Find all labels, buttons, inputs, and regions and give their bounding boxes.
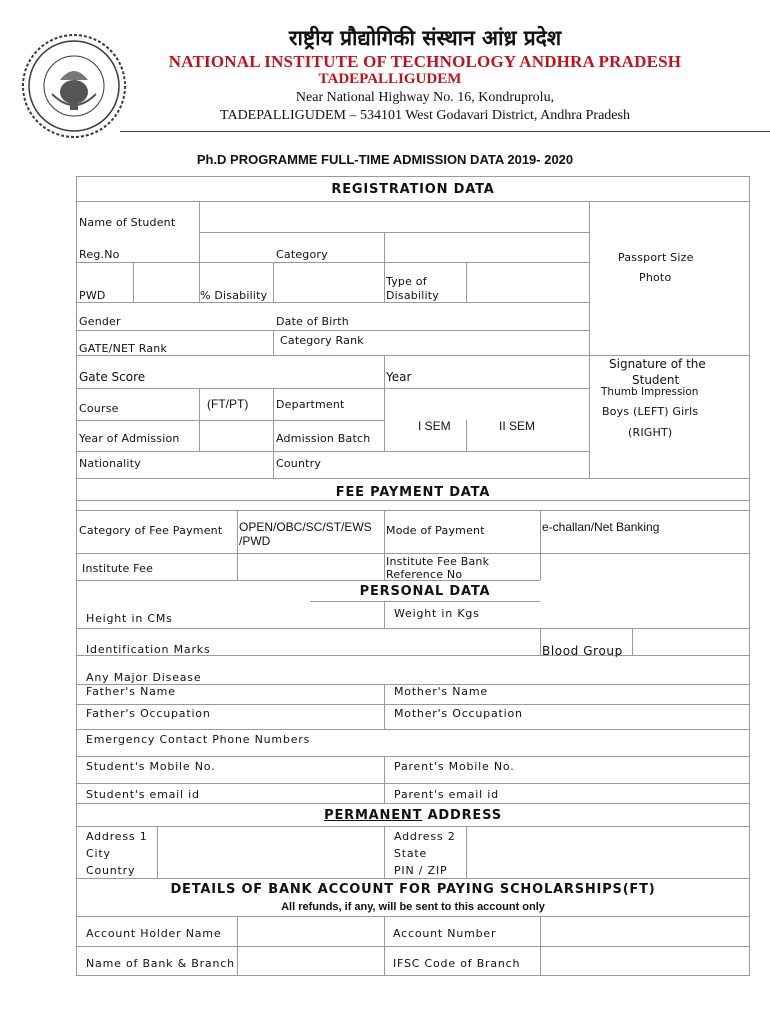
- label-i-sem: I SEM: [418, 419, 451, 433]
- label-account-number: Account Number: [393, 927, 497, 940]
- bank-note: All refunds, if any, will be sent to this account only: [281, 901, 545, 913]
- label-identification-marks: Identification Marks: [86, 643, 211, 656]
- label-pin-zip: PIN / ZIP: [394, 864, 448, 877]
- label-country: Country: [276, 457, 322, 470]
- label-student: Student: [632, 374, 680, 387]
- label-institute-fee: Institute Fee: [82, 562, 154, 575]
- label-reg-no: Reg.No: [79, 248, 120, 261]
- label-address2: Address 2: [394, 830, 456, 843]
- header-rule: [120, 131, 770, 132]
- address-line-2: TADEPALLIGUDEM – 534101 West Godavari District, Andhra Pradesh: [220, 108, 630, 123]
- label-year-of-admission: Year of Admission: [79, 432, 180, 445]
- label-nationality: Nationality: [79, 457, 141, 470]
- label-category: Category: [276, 248, 328, 261]
- label-pwd: PWD: [79, 289, 106, 302]
- label-city: City: [86, 847, 111, 860]
- label-ii-sem: II SEM: [499, 419, 536, 433]
- fee-heading: FEE PAYMENT DATA: [335, 485, 491, 500]
- address-line-1: Near National Highway No. 16, Kondruprolu,: [295, 90, 555, 105]
- label-pct-disability: % Disability: [200, 289, 268, 302]
- institute-seal: [20, 32, 128, 140]
- label-mode-of-payment: Mode of Payment: [386, 524, 485, 537]
- label-photo: Photo: [639, 271, 672, 284]
- address-heading: [76, 808, 750, 823]
- address-heading-rest: ADDRESS: [422, 808, 502, 823]
- registration-heading: REGISTRATION DATA: [331, 182, 495, 197]
- label-any-major-disease: Any Major Disease: [86, 671, 202, 684]
- label-height: Height in CMs: [86, 612, 173, 625]
- label-mothers-occupation: Mother's Occupation: [394, 707, 523, 720]
- label-signature: Signature of the: [609, 357, 706, 371]
- label-course: Course: [79, 402, 119, 415]
- label-account-holder: Account Holder Name: [86, 927, 222, 940]
- address-heading-underlined: PERMANENT: [324, 808, 423, 823]
- label-gender: Gender: [79, 315, 121, 328]
- label-address1: Address 1: [86, 830, 148, 843]
- label-mothers-name: Mother's Name: [394, 685, 488, 698]
- label-blood-group: Blood Group: [542, 645, 623, 657]
- personal-heading: PERSONAL DATA: [359, 584, 491, 599]
- label-bank-ref-line1: Institute Fee Bank: [386, 555, 490, 568]
- label-name-of-student: Name of Student: [79, 216, 176, 229]
- label-year: Year: [386, 370, 412, 384]
- label-parents-mobile: Parent's Mobile No.: [394, 760, 515, 773]
- label-students-mobile: Student's Mobile No.: [86, 760, 216, 773]
- label-thumb-impression: Thumb Impression: [601, 386, 699, 398]
- hindi-title: राष्ट्रीय प्रौद्योगिकी संस्थान आंध्र प्रदेश: [288, 26, 562, 50]
- label-passport-size: Passport Size: [618, 251, 694, 264]
- label-admission-batch: Admission Batch: [276, 432, 371, 445]
- label-type-of: Type of: [386, 275, 427, 288]
- institute-name: NATIONAL INSTITUTE OF TECHNOLOGY ANDHRA PRADESH: [168, 52, 682, 71]
- label-parents-email: Parent's email id: [394, 788, 499, 801]
- label-state: State: [394, 847, 428, 860]
- label-fathers-occupation: Father's Occupation: [86, 707, 211, 720]
- label-ft-pt: (FT/PT): [207, 397, 249, 411]
- bank-heading: DETAILS OF BANK ACCOUNT FOR PAYING SCHOLARSHIPS(FT): [170, 882, 656, 897]
- label-right: (RIGHT): [628, 426, 673, 439]
- label-date-of-birth: Date of Birth: [276, 315, 349, 328]
- fee-categories-line2: /PWD: [239, 534, 271, 548]
- label-boys-girls: Boys (LEFT) Girls: [602, 405, 699, 418]
- institute-city: TADEPALLIGUDEM: [318, 71, 462, 87]
- label-emergency-contact: Emergency Contact Phone Numbers: [86, 733, 311, 746]
- fee-categories-line1: OPEN/OBC/SC/ST/EWS: [239, 520, 372, 534]
- label-ifsc: IFSC Code of Branch: [393, 957, 521, 970]
- mode-of-payment-value: e-challan/Net Banking: [542, 520, 660, 534]
- label-gate-net-rank: GATE/NET Rank: [79, 342, 168, 355]
- form-title: Ph.D PROGRAMME FULL-TIME ADMISSION DATA 2019- 2020: [196, 152, 574, 167]
- label-bank-ref-line2: Reference No: [386, 568, 463, 581]
- label-bank-branch: Name of Bank & Branch: [86, 957, 235, 970]
- label-address-country: Country: [86, 864, 136, 877]
- label-category-rank: Category Rank: [280, 334, 364, 347]
- label-gate-score: Gate Score: [79, 370, 146, 384]
- label-students-email: Student's email id: [86, 788, 200, 801]
- label-department: Department: [276, 398, 345, 411]
- label-category-of-fee-payment: Category of Fee Payment: [79, 524, 223, 537]
- label-disability: Disability: [386, 289, 439, 302]
- label-weight: Weight in Kgs: [394, 607, 480, 620]
- label-fathers-name: Father's Name: [86, 685, 176, 698]
